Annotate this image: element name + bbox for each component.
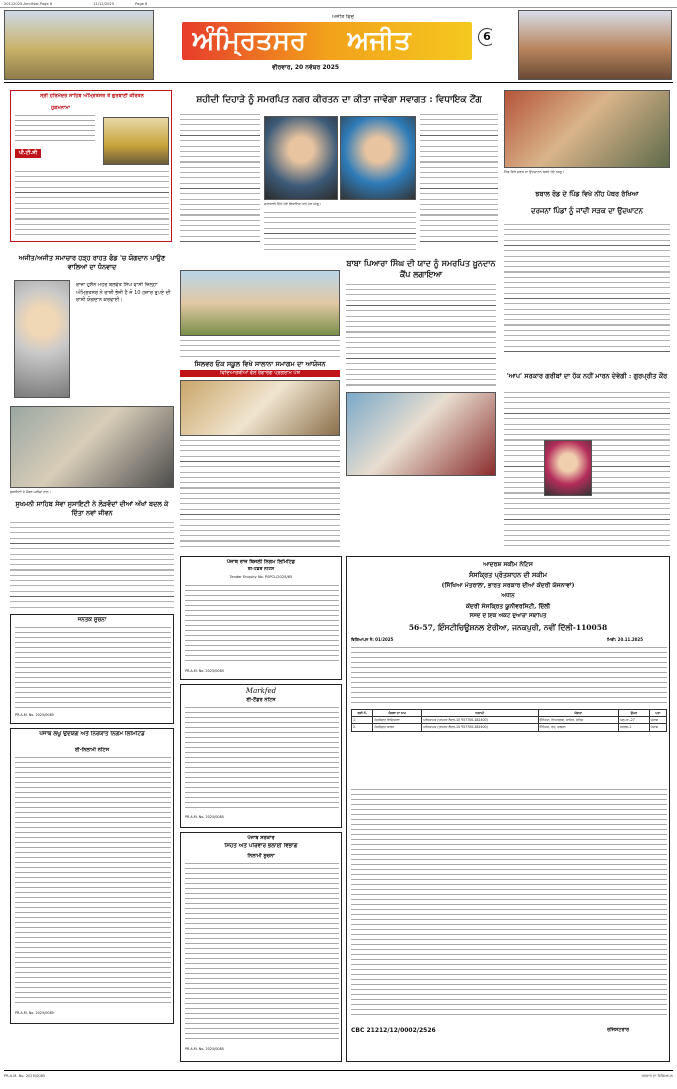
relief-photo — [14, 280, 70, 398]
table-header-cell: ਪਤਾ — [649, 710, 666, 717]
table-header-cell: ਉਮਰ — [618, 710, 649, 717]
table-cell: ਜਨਰਲ-1 — [618, 724, 649, 731]
baba-body — [346, 284, 496, 388]
inauguration-caption: ਪਿੰਡ ਵਿਖੇ ਸੜਕ ਦਾ ਉਦਘਾਟਨ ਕਰਦੇ ਹੋਏ ਆਗੂ। — [504, 170, 565, 174]
baba-headline: ਬਾਬਾ ਪਿਆਰਾ ਸਿੰਘ ਦੀ ਯਾਦ ਨੂੰ ਸਮਰਪਿਤ ਖ਼ੂਨਦਾਨ ਕੈਂਪ ਲਗਾਇਆ — [346, 258, 496, 279]
society-caption: ਸੁਸਾਇਟੀ ਦੇ ਮੈਂਬਰ ਮਰੀਜ਼ਾਂ ਨਾਲ। — [10, 490, 51, 494]
masthead-photo-right — [518, 10, 672, 80]
table-header-cell: ਅਸਾਮੀ — [421, 710, 538, 717]
top-strip — [0, 0, 677, 8]
table-header-cell: ਲੜੀ ਨੰ. — [352, 710, 373, 717]
lead-under-photos — [264, 212, 416, 252]
masthead — [182, 12, 492, 78]
school-body — [180, 440, 340, 550]
ad-sanskrit-t5: ਕੇਂਦਰੀ ਸੰਸਕ੍ਰਿਤ ਯੂਨੀਵਰਸਿਟੀ, ਦਿੱਲੀ — [465, 603, 551, 610]
ad-psiec-body — [15, 757, 171, 1007]
table-cell: ਪੰਜਾਬ — [649, 724, 666, 731]
table-cell: 2. — [352, 724, 373, 731]
ad-public-notice-footer: PR.A.M. No. 2025/0085 — [15, 713, 54, 717]
ad-pspcl-body — [185, 585, 339, 665]
ad-markfed-sub: ਈ-ਟੈਂਡਰ ਨੋਟਿਸ — [246, 697, 276, 703]
strip-right: Page 6 — [135, 2, 148, 6]
ad-health-footer: PR.A.M. No. 2025/0085 — [185, 1047, 224, 1051]
ad-sanskrit — [346, 556, 670, 1062]
lead-headline: ਸ਼ਹੀਦੀ ਦਿਹਾੜੇ ਨੂੰ ਸਮਰਪਿਤ ਨਗਰ ਕੀਰਤਨ ਦਾ ਕੀਤਾ ਜਾਵੇਗਾ ਸਵਾਗਤ : ਵਿਧਾਇਕ ਟੌਂਗ — [196, 95, 482, 105]
relief-body: ਰਾਜ਼ਾ ਹੁਸੈਨ ਮੋਹਰ ਬਲਵੰਤ ਸਿੰਘ ਵਾਸੀ ਜ਼ਿਲ੍ਹਾ ਅੰਮ੍ਰਿਤਸਰ ਨੇ ਰਾਸ਼ੀ ਭੇਜੀ ਹੈ ਜੋ 10 ਹਜ਼ਾਰ ਰੁਪਏ ਦੀ ਰਾਸ਼ੀ ਯੋਗਦਾਨ ਕਰਵਾਈ। — [76, 282, 171, 303]
aap-headline: 'ਆਪ' ਸਰਕਾਰ ਗਰੀਬਾਂ ਦਾ ਹੱਕ ਨਹੀਂ ਮਾਰਨ ਦੇਵੇਗੀ : ਗੁਰਪ੍ਰੀਤ ਕੌਰ — [506, 372, 668, 380]
ad-sanskrit-t4: ਅਧੀਨ — [501, 593, 515, 599]
ad-sanskrit-code: CBC 21212/12/0002/2526 — [351, 1027, 436, 1034]
gurbani-title: ਸ੍ਰੀ ਹਰਿਮੰਦਰ ਸਾਹਿਬ ਅੰਮ੍ਰਿਤਸਰ ਤੋਂ ਗੁਰਬਾਣੀ ਕੀਰਤਨ — [40, 93, 144, 99]
ad-public-notice-body — [15, 627, 171, 709]
ad-health-title: ਪੰਜਾਬ ਸਰਕਾਰ — [247, 835, 275, 841]
table-body — [352, 717, 667, 731]
masthead-kicker: ਅਜੀਤ ਵਿਚ — [332, 14, 354, 20]
gurbani-label: ਹੁਕਮਨਾਮਾ — [51, 105, 71, 111]
school-photo — [180, 270, 340, 336]
road-body — [504, 224, 670, 356]
ad-sanskrit-t6: ਸੰਸਦ ਦੇ ਇਕ ਐਕਟ ਦੁਆਰਾ ਸਥਾਪਿਤ — [469, 613, 547, 619]
table-header-row — [352, 710, 667, 717]
masthead-photo-left — [4, 10, 154, 80]
gurbani-tag: ਪੀ.ਟੀ.ਸੀ — [15, 149, 41, 158]
ad-pspcl-title: ਪੰਜਾਬ ਰਾਜ ਬਿਜਲੀ ਨਿਗਮ ਲਿਮਿਟਿਡ — [226, 559, 296, 565]
ad-public-notice — [10, 614, 174, 724]
gurbani-body — [15, 171, 169, 239]
table-cell: ਪੰਜਾਬ — [649, 717, 666, 724]
ad-markfed — [180, 684, 342, 828]
table-cell: ਸੰਸਕ੍ਰਿਤ ਵਿਦਿਆਲਾ — [373, 717, 421, 724]
ad-sanskrit-sign: ਰਜਿਸਟਰਾਰ — [607, 1027, 630, 1033]
ad-health-body — [185, 863, 339, 1043]
school-caption — [180, 340, 340, 358]
society-body — [10, 522, 174, 610]
ribbon-headline: ਝਬਾਲ ਰੋਡ ਦੇ ਪਿੰਡ ਵਿਖੇ ਨੀਂਹ ਪੱਥਰ ਰੱਖਿਆ — [535, 190, 639, 198]
ad-pspcl — [180, 556, 342, 680]
table-cell: ਅਧਿਆਪਕ (ਤਨਖ਼ਾਹ ਲੈਵਲ-10 ₹57700-182400) — [421, 724, 538, 731]
ad-pspcl-ref: Tender Enquiry No. PSPCL/2025/65 — [229, 575, 293, 579]
masthead-date: ਵੀਰਵਾਰ, 20 ਨਵੰਬਰ 2025 — [272, 64, 340, 71]
school-subhead: ਵਿਦਿਆਰਥੀਆਂ ਵੱਲੋਂ ਰੰਗਾਰੰਗ ਪ੍ਰੋਗਰਾਮ ਪੇਸ਼ — [180, 370, 340, 377]
masthead-title-right: ਅਜੀਤ — [347, 26, 411, 56]
table-cell: ਸਿੱਖਿਆ, ਵਿਆਕਰਣ, ਸਾਹਿਤ, ਜੋਤਿਸ਼ — [538, 717, 618, 724]
lead-col-2 — [420, 114, 498, 244]
inauguration-photo — [504, 90, 670, 168]
lead-photo-caption: ਜਾਣਕਾਰੀ ਦਿੰਦੇ ਹੋਏ ਵਿਧਾਇਕ ਅਤੇ ਹੋਰ ਆਗੂ। — [264, 202, 322, 206]
ad-public-notice-title: ਜਨਤਕ ਸੂਚਨਾ — [77, 617, 107, 623]
society-photo — [10, 406, 174, 488]
table-cell: ਸੰਸਕ੍ਰਿਤ ਕਾਲਜ — [373, 724, 421, 731]
ad-sanskrit-t1: ਆਦਰਸ਼ ਸਕੀਮ ਨੋਟਿਸ — [483, 561, 533, 568]
strip-left: 20112025-Amritsar-Page 6 — [4, 2, 53, 6]
ad-health — [180, 832, 342, 1062]
page-number-badge — [478, 28, 492, 46]
ad-sanskrit-date: ਮਿਤੀ: 20.11.2025 — [607, 637, 643, 642]
ad-health-sub: ਸਿਹਤ ਅਤੇ ਪਰਿਵਾਰ ਭਲਾਈ ਵਿਭਾਗ — [224, 843, 298, 849]
page-number: 6 — [483, 30, 491, 43]
ad-sanskrit-table — [351, 709, 667, 732]
aap-photo — [544, 440, 592, 496]
ad-psiec — [10, 728, 174, 1024]
ad-sanskrit-t3: (ਸਿੱਖਿਆ ਮੰਤਰਾਲਾ, ਭਾਰਤ ਸਰਕਾਰ ਦੀਆਂ ਕੇਂਦਰੀ ਯੋਜਨਾਵਾਂ) — [441, 582, 575, 589]
strip-mid: 11/11/2025 — [93, 2, 114, 6]
ad-psiec-title: ਪੰਜਾਬ ਲਘੂ ਉਦਯੋਗ ਅਤੇ ਨਿਰਯਾਤ ਨਿਗਮ ਲਿਮਿਟਿਡ — [39, 731, 145, 737]
masthead-rule — [4, 82, 673, 83]
ad-markfed-footer: PR.A.M. No. 2025/0085 — [185, 815, 224, 819]
footer-rule — [4, 1070, 673, 1071]
lead-photo-2 — [340, 116, 416, 200]
lead-photo-1 — [264, 116, 338, 200]
table-header-cell: ਯੋਗਤਾ — [538, 710, 618, 717]
ad-sanskrit-terms — [351, 789, 667, 1019]
ad-markfed-title: Markfed — [245, 687, 277, 695]
ad-pspcl-sub: ਈ-ਟੈਂਡਰ ਨੋਟਿਸ — [247, 567, 275, 572]
road-headline: ਦਰਜਨਾਂ ਪਿੰਡਾਂ ਨੂੰ ਜਾਂਦੀ ਸੜਕ ਦਾ ਉਦਘਾਟਨ — [530, 206, 644, 215]
masthead-title-left: ਅੰਮ੍ਰਿਤਸਰ — [192, 26, 307, 56]
gurbani-text — [15, 115, 95, 145]
table-cell: 1. — [352, 717, 373, 724]
table-header-cell: ਸੰਸਥਾ ਦਾ ਨਾਮ — [373, 710, 421, 717]
ad-markfed-body — [185, 707, 339, 811]
table-cell: ਸਿੱਖਿਆ, ਵੇਦ, ਦਰਸ਼ਨ — [538, 724, 618, 731]
table-cell: ਅਨੁ.ਜਾ.-27 — [618, 717, 649, 724]
ad-sanskrit-notice-no: ਵਿਗਿਆਪਨ ਨੰ: 01/2025 — [351, 637, 394, 642]
ad-psiec-sub: ਈ-ਨਿਲਾਮੀ ਨੋਟਿਸ — [74, 747, 110, 753]
golden-temple-photo — [103, 117, 169, 165]
gurbani-box — [10, 90, 172, 242]
ad-sanskrit-t7: 56-57, ਇੰਸਟੀਚਿਊਸ਼ਨਲ ਏਰੀਆ, ਜਨਕਪੁਰੀ, ਨਵੀਂ ਦਿੱਲੀ-110058 — [408, 623, 608, 632]
school-headline: ਸਿਲਵਰ ਓਕ ਸਕੂਲ ਵਿਖੇ ਸਾਲਾਨਾ ਸਮਾਗਮ ਦਾ ਆਯੋਜਨ — [194, 360, 326, 368]
ad-psiec-footer: PR.A.M. No. 2025/0085 — [15, 1011, 54, 1015]
blood-donation-photo — [346, 392, 496, 476]
ad-sanskrit-intro — [351, 647, 667, 705]
ad-sanskrit-t2: ਸੰਸਕ੍ਰਿਤ ਪ੍ਰੋਤਸ਼ਾਹਨ ਦੀ ਸਕੀਮ — [468, 571, 548, 579]
ad-pspcl-footer: PR.A.M. No. 2025/0085 — [185, 669, 224, 673]
ad-health-sub2: ਨਿਲਾਮੀ ਸੂਚਨਾ — [247, 853, 275, 859]
lead-col-1 — [180, 114, 260, 244]
table-row — [352, 724, 667, 731]
society-headline: ਸੁਖਮਨੀ ਸਾਹਿਬ ਸੇਵਾ ਸੁਸਾਇਟੀ ਨੇ ਲੋੜਵੰਦਾਂ ਦੀਆਂ ਅੱਖਾਂ ਬਦਲ ਕੇ ਦਿੱਤਾ ਨਵਾਂ ਜੀਵਨ — [15, 500, 169, 517]
table-row — [352, 717, 667, 724]
relief-headline: ਅਜੀਤ/ਅਜੀਤ ਸਮਾਚਾਰ ਹੜ੍ਹ ਰਾਹਤ ਫੰਡ 'ਚ ਯੋਗਦਾਨ ਪਾਉਣ ਵਾਲਿਆਂ ਦਾ ਧੰਨਵਾਦ — [18, 254, 166, 271]
table-cell: ਅਧਿਆਪਕ (ਤਨਖ਼ਾਹ ਲੈਵਲ-10 ₹57700-182400) — [421, 717, 538, 724]
school-photo-2 — [180, 380, 340, 436]
footer-strip — [4, 1074, 673, 1086]
footer-left: PR.A.M. No. 2025/0085 — [4, 1074, 46, 1078]
footer-right: ਸਰਕਾਰ ਦਾ ਵਿਗਿਆਪਨ — [641, 1074, 673, 1078]
